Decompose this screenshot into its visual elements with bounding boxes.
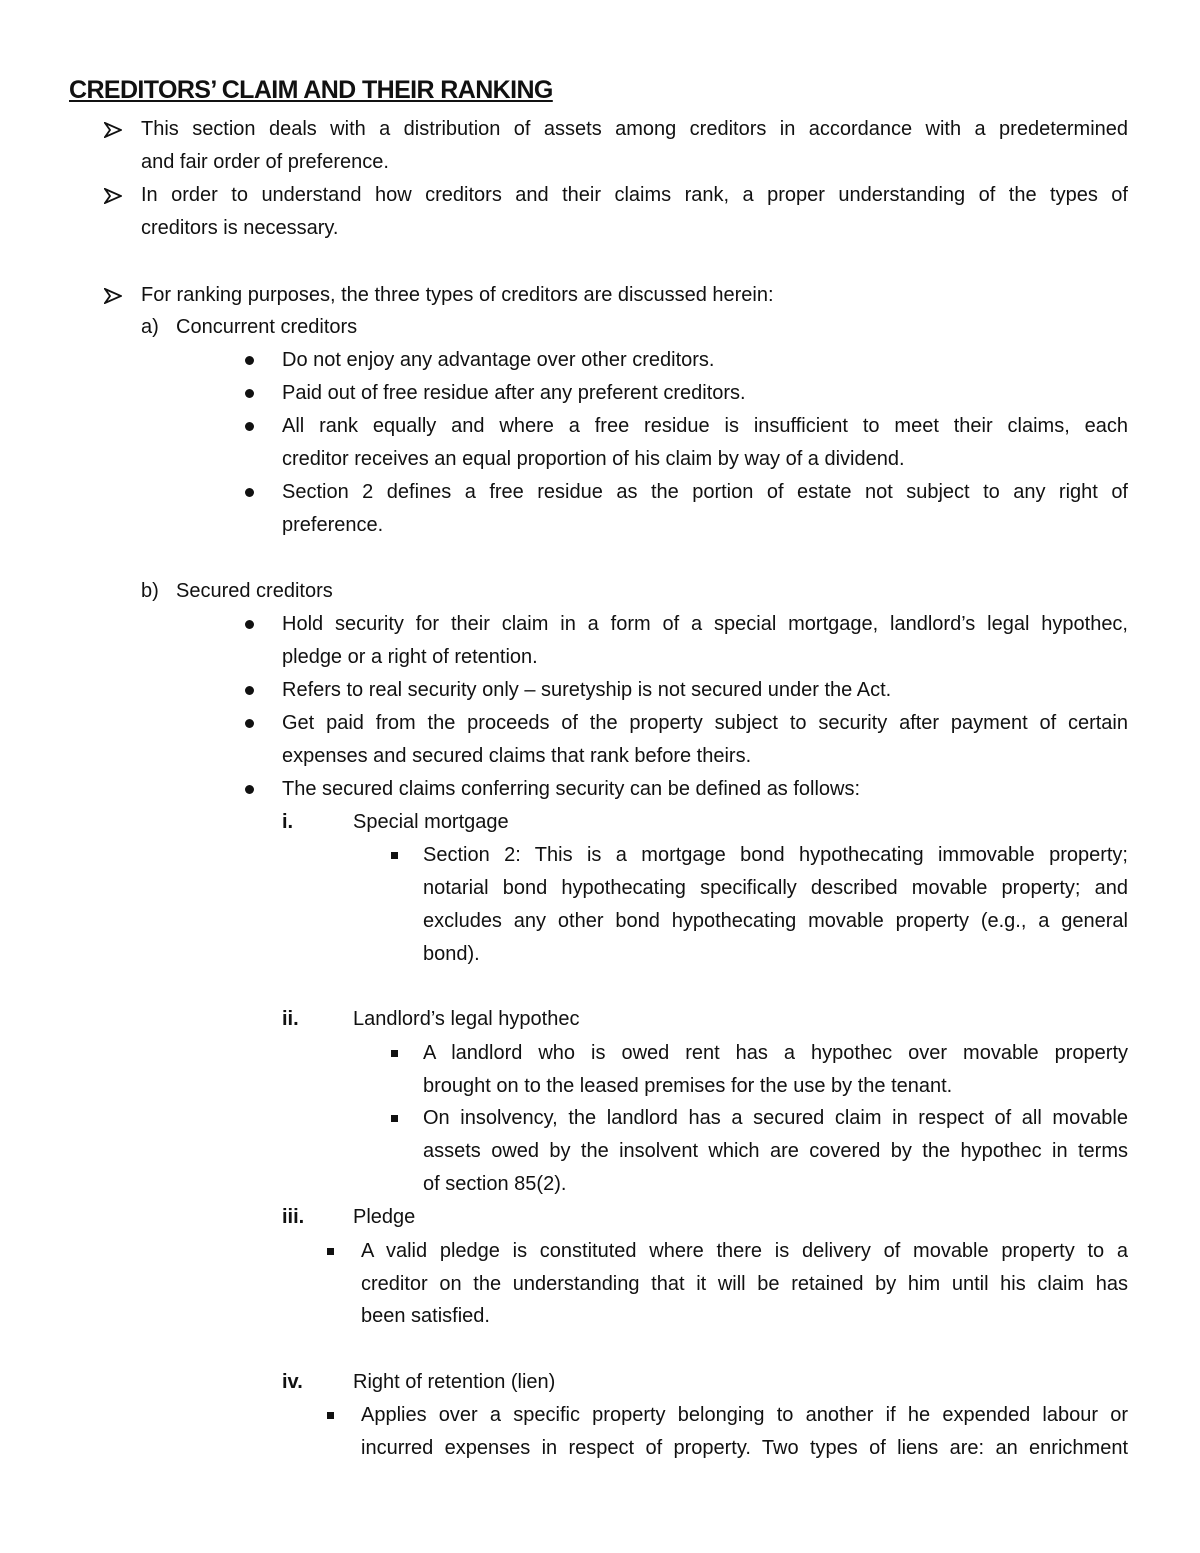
text-line: been satisfied. — [361, 1305, 490, 1327]
list-marker: b) — [141, 580, 159, 602]
text-line: Section 2: This is a mortgage bond hypothecating immovable property; — [423, 844, 1128, 866]
square-bullet-icon — [391, 1050, 398, 1057]
text-line: In order to understand how creditors and their claims rank, a proper understanding of the types of — [141, 184, 1128, 206]
text-line: creditors is necessary. — [141, 217, 339, 239]
text-line: creditor on the understanding that it will be retained by him until his claim has — [361, 1273, 1128, 1295]
subsection-heading: Special mortgage — [353, 811, 509, 833]
text-line: creditor receives an equal proportion of his claim by way of a dividend. — [282, 448, 905, 470]
section-heading: Concurrent creditors — [176, 316, 358, 338]
round-bullet-icon — [245, 488, 254, 497]
text-line: Hold security for their claim in a form of a special mortgage, landlord’s legal hypothec, — [282, 613, 1128, 635]
square-bullet-icon — [391, 1115, 398, 1122]
round-bullet-icon — [245, 389, 254, 398]
text-line: bond). — [423, 943, 480, 965]
text-line: A valid pledge is constituted where there is delivery of movable property to a — [361, 1240, 1128, 1262]
square-bullet-icon — [327, 1248, 334, 1255]
text-line: incurred expenses in respect of property. Two types of liens are: an enrichment — [361, 1437, 1128, 1459]
text-line: For ranking purposes, the three types of creditors are discussed herein: — [141, 284, 774, 306]
round-bullet-icon — [245, 620, 254, 629]
round-bullet-icon — [245, 422, 254, 431]
roman-numeral: iv. — [282, 1371, 303, 1393]
round-bullet-icon — [245, 785, 254, 794]
text-line: expenses and secured claims that rank before theirs. — [282, 745, 752, 767]
text-line: brought on to the leased premises for the use by the tenant. — [423, 1075, 953, 1097]
square-bullet-icon — [391, 852, 398, 859]
list-marker: a) — [141, 316, 159, 338]
text-line: This section deals with a distribution of assets among creditors in accordance with a predetermined — [141, 118, 1128, 140]
text-line: excludes any other bond hypothecating movable property (e.g., a general — [423, 910, 1128, 932]
subsection-heading: Right of retention (lien) — [353, 1371, 556, 1393]
text-line: A landlord who is owed rent has a hypothec over movable property — [423, 1042, 1128, 1064]
round-bullet-icon — [245, 686, 254, 695]
text-line: Applies over a specific property belonging to another if he expended labour or — [361, 1404, 1128, 1426]
text-line: Section 2 defines a free residue as the portion of estate not subject to any right of — [282, 481, 1128, 503]
text-line: assets owed by the insolvent which are covered by the hypothec in terms — [423, 1140, 1128, 1162]
round-bullet-icon — [245, 719, 254, 728]
text-line: All rank equally and where a free residue is insufficient to meet their claims, each — [282, 415, 1128, 437]
arrow-bullet-icon — [104, 288, 122, 304]
text-line: preference. — [282, 514, 384, 536]
roman-numeral: ii. — [282, 1008, 299, 1030]
arrow-bullet-icon — [104, 122, 122, 138]
round-bullet-icon — [245, 356, 254, 365]
roman-numeral: i. — [282, 811, 294, 833]
subsection-heading: Pledge — [353, 1206, 416, 1228]
text-line: of section 85(2). — [423, 1173, 567, 1195]
text-line: notarial bond hypothecating specifically described movable property; and — [423, 877, 1128, 899]
roman-numeral: iii. — [282, 1206, 305, 1228]
square-bullet-icon — [327, 1412, 334, 1419]
text-line: The secured claims conferring security can be defined as follows: — [282, 778, 861, 800]
text-line: and fair order of preference. — [141, 151, 389, 173]
arrow-bullet-icon — [104, 188, 122, 204]
text-line: Refers to real security only – suretyship is not secured under the Act. — [282, 679, 892, 701]
text-line: Do not enjoy any advantage over other creditors. — [282, 349, 715, 371]
text-line: pledge or a right of retention. — [282, 646, 538, 668]
text-line: Get paid from the proceeds of the property subject to security after payment of certain — [282, 712, 1128, 734]
subsection-heading: Landlord’s legal hypothec — [353, 1008, 580, 1030]
text-line: Paid out of free residue after any preferent creditors. — [282, 382, 746, 404]
section-heading: Secured creditors — [176, 580, 333, 602]
text-line: On insolvency, the landlord has a secured claim in respect of all movable — [423, 1107, 1128, 1129]
page-title: CREDITORS’ CLAIM AND THEIR RANKING — [69, 76, 553, 104]
